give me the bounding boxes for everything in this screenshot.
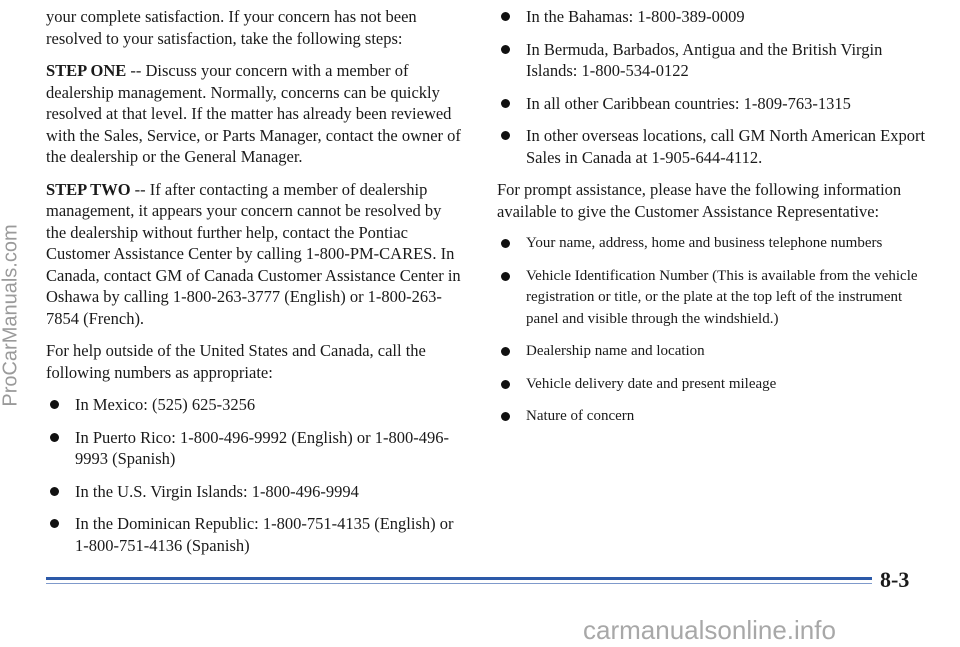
bullet-icon bbox=[50, 400, 59, 409]
list-item: Dealership name and location bbox=[497, 341, 929, 363]
page-number: 8-3 bbox=[880, 567, 910, 592]
list-item: Your name, address, home and business telephone numbers bbox=[497, 233, 929, 255]
bullet-icon bbox=[501, 347, 510, 356]
side-watermark bbox=[0, 130, 24, 500]
bullet-icon bbox=[501, 380, 510, 389]
prompt-paragraph: For prompt assistance, please have the following information available to give the Customer Assistance Representative: bbox=[497, 180, 902, 221]
international-numbers-list bbox=[46, 394, 464, 556]
list-item: In Bermuda, Barbados, Antigua and the British Virgin Islands: 1-800-534-0122 bbox=[497, 39, 929, 82]
list-item: In the Dominican Republic: 1-800-751-4135 (English) or 1-800-751-4136 (Spanish) bbox=[46, 513, 464, 556]
list-item: Vehicle delivery date and present mileage bbox=[497, 374, 929, 396]
bullet-icon bbox=[50, 433, 59, 442]
bullet-icon bbox=[50, 519, 59, 528]
overseas-numbers-list bbox=[497, 6, 929, 168]
step-two-label: STEP TWO bbox=[46, 179, 131, 199]
left-column bbox=[46, 6, 464, 567]
list-item: Nature of concern bbox=[497, 406, 929, 428]
side-watermark-text: ProCarManuals.com bbox=[0, 223, 22, 407]
step-one-label: STEP ONE bbox=[46, 61, 127, 80]
required-info-list bbox=[497, 233, 929, 428]
bullet-icon bbox=[501, 272, 510, 281]
step-one-text: -- Discuss your concern with a member of dealership management. Normally, concerns can be quickly resolved at that level. If the matter has already been reviewed with the Sales, Service, or Parts Manager, contact the owner of the dealership or the General Manager. bbox=[46, 61, 461, 166]
list-item: In the U.S. Virgin Islands: 1-800-496-9994 bbox=[46, 481, 464, 503]
list-item: In Puerto Rico: 1-800-496-9992 (English) or 1-800-496-9993 (Spanish) bbox=[46, 427, 464, 470]
outside-help-paragraph: For help outside of the United States and Canada, call the following numbers as appropriate: bbox=[46, 341, 426, 382]
step-one-paragraph bbox=[46, 60, 464, 168]
bottom-watermark: carmanualsonline.info bbox=[583, 615, 836, 645]
list-item: Vehicle Identification Number (This is available from the vehicle registration or title, or the plate at the top left of the instrument panel and visible through the windshield.) bbox=[497, 266, 929, 331]
list-item: In all other Caribbean countries: 1-809-763-1315 bbox=[497, 93, 929, 115]
list-item: In the Bahamas: 1-800-389-0009 bbox=[497, 6, 929, 28]
bullet-icon bbox=[501, 239, 510, 248]
bullet-icon bbox=[501, 45, 510, 54]
step-two-text: -- If after contacting a member of dealership management, it appears your concern cannot be resolved by the dealership without further help, contact the Pontiac Customer Assistance Center by calling 1-800-PM-CARES. In Canada, contact GM of Canada Customer Assistance Center in Oshawa by calling 1-800-263-3777 (English) or 1-800-263-7854 (French). bbox=[46, 179, 461, 328]
intro-paragraph: your complete satisfaction. If your concern has not been resolved to your satisfaction, take the following steps: bbox=[46, 7, 417, 48]
bullet-icon bbox=[501, 412, 510, 421]
bullet-icon bbox=[501, 12, 510, 21]
footer-rule bbox=[46, 577, 872, 580]
list-item: In Mexico: (525) 625-3256 bbox=[46, 394, 464, 416]
footer-rule-thin bbox=[46, 583, 872, 584]
bullet-icon bbox=[50, 487, 59, 496]
right-column bbox=[497, 6, 929, 439]
step-two-paragraph bbox=[46, 179, 464, 330]
bullet-icon bbox=[501, 99, 510, 108]
bullet-icon bbox=[501, 131, 510, 140]
list-item: In other overseas locations, call GM North American Export Sales in Canada at 1-905-644-4112. bbox=[497, 125, 929, 168]
